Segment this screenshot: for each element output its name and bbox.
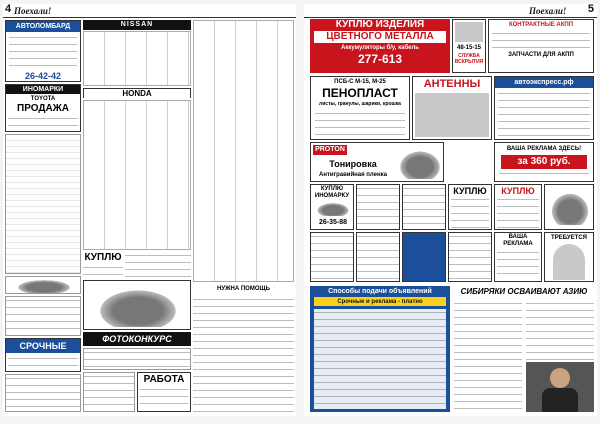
metal-line3: Аккумуляторы б/у, кабель [341,44,419,51]
kuplyu-text [83,264,123,276]
kuplyu-ad-2 [448,184,492,230]
right-page [304,4,597,416]
mini-ad-1 [5,276,81,294]
prodazha-label: ПРОДАЖА [17,103,69,114]
car-photo-3 [397,149,443,179]
penoplast-title: ПЕНОПЛАСТ [322,86,398,100]
sluzhba-title: СЛУЖБА ВСКРЫТИЯ [454,53,484,65]
article-text-left [193,296,294,412]
inomarki-label: ИНОМАРКИ [6,85,80,94]
kuplyu3-label: КУПЛЮ [501,185,535,196]
article-photo [526,362,594,412]
toyota-label: TOYOTA [30,95,56,102]
article-header [454,286,594,298]
car-photo [14,279,74,293]
sposoby-box [310,286,450,412]
penoplast-ad [310,76,410,140]
kontrakt-ad [488,19,594,73]
photo-ad [83,280,191,330]
nuzhna-header [193,284,294,294]
vasha-reklama-text [499,170,589,180]
grid-ad-photo [544,184,594,230]
kuplyu3-text [497,196,539,228]
grid-vasha-text [497,249,539,279]
person-head [550,368,570,388]
masthead-logo-right: Поехали! [529,6,567,16]
kuplyu2-label: КУПЛЮ [453,185,487,196]
left-page [3,4,296,416]
toyota-text [8,115,78,129]
grid-ad-3 [402,184,446,230]
header-rule [3,17,296,18]
kuplyu-ad-3 [494,184,542,230]
kontrakt-title: КОНТРАКТНЫЕ АКПП [508,22,574,28]
toyota-ad [5,84,81,132]
proton-ad [310,142,444,182]
antenny-ad [412,76,492,140]
kuplyu-label: КУПЛЮ [84,252,122,263]
article-col-2 [526,300,594,360]
penoplast-text [315,110,405,136]
classified-table-right [193,20,294,282]
nissan-label: NISSAN [83,20,191,30]
honda-label: HONDA [83,88,191,98]
vasha-reklama-line2: за 360 руб. [501,155,587,169]
avtoekspress-ad [494,76,594,140]
classified-table-left [5,134,81,274]
srochno-ad [5,338,81,372]
rabota-label: РАБОТА [143,373,185,385]
grid-vasha-label: ВАША РЕКЛАМА [503,234,533,247]
metal-line2: ЦВЕТНОГО МЕТАЛЛА [314,31,446,43]
article-title: СИБИРЯКИ ОСВАИВАЮТ АЗИЮ [460,287,588,296]
srochno-label: СРОЧНЫЕ [6,339,80,353]
avtolombard-ad [5,20,81,82]
rabota-text [140,386,188,410]
rabota-ad [137,372,191,412]
sposoby-subtitle: Срочные и реклама - платно [314,297,446,306]
fotokonkurs-text [83,348,191,370]
antenny-label: АНТЕННЫ [423,78,481,90]
grid-ad-2 [356,184,400,230]
penoplast-desc: листы, гранулы, шарики, крошка [319,101,401,107]
fotokonkurs-banner [83,332,191,346]
grid-ad-7-fill [403,233,445,281]
person-photo [553,244,585,280]
kuplyu-inomarku-phone: 26-35-88 [318,218,348,226]
metal-line1: КУПЛЮ ИЗДЕЛИЯ [335,19,425,30]
sposoby-text [314,309,446,409]
grid-ad-8 [448,232,492,282]
kuplyu-inomarku-ad [310,184,354,230]
car-photo-4 [315,202,351,216]
kontrakt-subtitle: ЗАПЧАСТИ ДЛЯ АКПП [508,52,574,58]
article-col-1 [454,300,522,412]
grid-ad-7 [402,232,446,282]
kontrakt-text [492,30,590,50]
sposoby-title: Способы подачи объявлений [328,287,432,295]
nuzhna-pomosh-title: НУЖНА ПОМОЩЬ [217,286,270,292]
trebuetsya-label: ТРЕБУЕТСЯ [551,235,587,241]
fotokonkurs-label: ФОТОКОНКУРС [83,332,191,346]
avtolombard-text [9,34,77,70]
grid-ad-vasha [494,232,542,282]
honda-header [83,88,191,98]
sluzhba-ad [452,19,486,73]
antenna-photo [415,93,489,137]
car-photo-2 [94,287,182,327]
metal-ad [310,19,450,73]
srochno-text [8,355,78,371]
proton-logo: PROTON [313,145,347,155]
grid-ad-6 [356,232,400,282]
nissan-header [83,20,191,30]
car-photo-5 [549,191,591,225]
avtolombard-title: АВТОЛОМБАРД [6,21,80,32]
text-ad-2 [83,372,135,412]
avtoekspress-text [498,90,590,138]
page-number-left: 4 [5,4,12,15]
mini-ad-2 [5,296,81,336]
nissan-table [83,31,191,86]
avtolombard-phone: 26-42-42 [24,71,62,81]
honda-table [83,100,191,250]
mini-ad-3 [5,374,81,412]
metal-phone: 277-613 [357,52,403,66]
grid-ad-5 [310,232,354,282]
avtoekspress-label: автоэкспресс.рф [495,77,593,88]
page-number-right: 5 [587,4,594,15]
text-ad-1 [125,252,191,278]
kuplyu-ad [83,252,123,278]
vasha-reklama-ad [494,142,594,182]
lock-icon [455,22,483,42]
sluzhba-phone: 48-15-15 [456,45,482,51]
vasha-reklama-line1: ВАША РЕКЛАМА ЗДЕСЬ! [506,146,582,152]
kuplyu2-text [451,196,489,228]
trebuetsya-ad [544,232,594,282]
person-body [542,388,578,412]
masthead-logo-left: Поехали! [14,6,52,16]
header-rule-right [304,17,597,18]
tonirovka-line1: Тонировка [329,159,377,169]
penoplast-grade: ПСБ-С М-15, М-25 [334,78,386,85]
kuplyu-inomarku-label: КУПЛЮ ИНОМАРКУ [314,186,350,199]
tonirovka-line2: Антигравийная пленка [319,172,387,178]
